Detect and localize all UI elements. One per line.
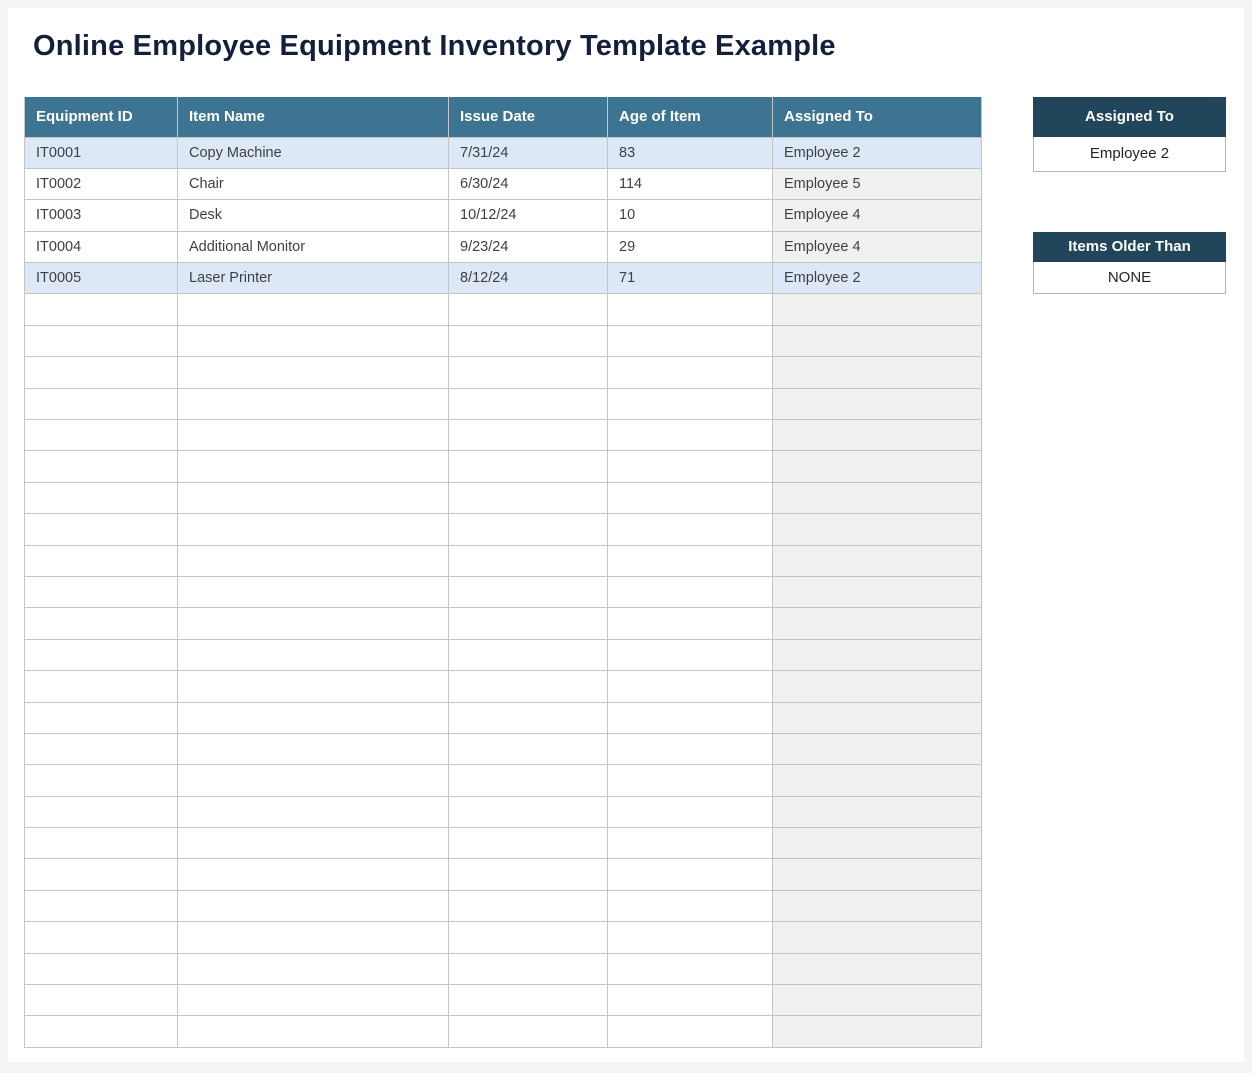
empty-table-row <box>25 859 982 890</box>
empty-cell-age-of-item[interactable] <box>608 671 773 702</box>
empty-cell-age-of-item[interactable] <box>608 985 773 1016</box>
empty-cell-issue-date[interactable] <box>449 796 608 827</box>
cell-age-of-item[interactable]: 71 <box>608 263 773 294</box>
empty-cell-age-of-item[interactable] <box>608 576 773 607</box>
empty-table-row <box>25 702 982 733</box>
empty-cell-equipment-id[interactable] <box>25 576 178 607</box>
cell-age-of-item[interactable]: 83 <box>608 137 773 168</box>
assigned-to-panel <box>1033 97 1226 172</box>
empty-cell-age-of-item[interactable] <box>608 482 773 513</box>
empty-cell-issue-date[interactable] <box>449 294 608 325</box>
cell-issue-date[interactable]: 7/31/24 <box>449 137 608 168</box>
empty-table-row <box>25 420 982 451</box>
cell-issue-date[interactable]: 6/30/24 <box>449 168 608 199</box>
empty-cell-item-name[interactable] <box>178 325 449 356</box>
empty-cell-age-of-item[interactable] <box>608 702 773 733</box>
empty-cell-age-of-item[interactable] <box>608 922 773 953</box>
items-older-than-panel-value[interactable]: NONE <box>1033 262 1226 294</box>
empty-cell-issue-date[interactable] <box>449 576 608 607</box>
empty-cell-item-name[interactable] <box>178 576 449 607</box>
empty-cell-equipment-id[interactable] <box>25 388 178 419</box>
empty-cell-equipment-id[interactable] <box>25 953 178 984</box>
column-header-issue-date: Issue Date <box>449 97 608 137</box>
empty-cell-issue-date[interactable] <box>449 733 608 764</box>
empty-table-row <box>25 545 982 576</box>
empty-cell-age-of-item[interactable] <box>608 733 773 764</box>
empty-cell-age-of-item[interactable] <box>608 765 773 796</box>
empty-cell-item-name[interactable] <box>178 420 449 451</box>
cell-assigned-to[interactable]: Employee 2 <box>773 137 982 168</box>
empty-cell-item-name[interactable] <box>178 451 449 482</box>
empty-cell-item-name[interactable] <box>178 765 449 796</box>
empty-table-row <box>25 796 982 827</box>
cell-item-name[interactable]: Additional Monitor <box>178 231 449 262</box>
empty-cell-assigned-to[interactable] <box>773 514 982 545</box>
empty-cell-equipment-id[interactable] <box>25 985 178 1016</box>
empty-cell-age-of-item[interactable] <box>608 514 773 545</box>
empty-table-row <box>25 608 982 639</box>
empty-cell-age-of-item[interactable] <box>608 1016 773 1047</box>
empty-cell-equipment-id[interactable] <box>25 796 178 827</box>
cell-item-name[interactable]: Desk <box>178 200 449 231</box>
empty-table-row <box>25 922 982 953</box>
empty-cell-age-of-item[interactable] <box>608 545 773 576</box>
empty-cell-assigned-to[interactable] <box>773 859 982 890</box>
empty-cell-item-name[interactable] <box>178 828 449 859</box>
empty-cell-equipment-id[interactable] <box>25 765 178 796</box>
cell-assigned-to[interactable]: Employee 5 <box>773 168 982 199</box>
empty-cell-age-of-item[interactable] <box>608 325 773 356</box>
empty-table-row <box>25 828 982 859</box>
empty-cell-assigned-to[interactable] <box>773 890 982 921</box>
empty-cell-issue-date[interactable] <box>449 702 608 733</box>
cell-issue-date[interactable]: 8/12/24 <box>449 263 608 294</box>
empty-table-row <box>25 514 982 545</box>
empty-cell-equipment-id[interactable] <box>25 294 178 325</box>
cell-item-name[interactable]: Laser Printer <box>178 263 449 294</box>
empty-cell-age-of-item[interactable] <box>608 420 773 451</box>
empty-table-row <box>25 639 982 670</box>
empty-cell-item-name[interactable] <box>178 608 449 639</box>
page-card <box>8 8 1244 1062</box>
table-row <box>25 263 982 294</box>
column-header-assigned-to: Assigned To <box>773 97 982 137</box>
empty-cell-equipment-id[interactable] <box>25 828 178 859</box>
empty-cell-issue-date[interactable] <box>449 859 608 890</box>
empty-cell-age-of-item[interactable] <box>608 828 773 859</box>
empty-cell-issue-date[interactable] <box>449 514 608 545</box>
empty-cell-assigned-to[interactable] <box>773 357 982 388</box>
cell-assigned-to[interactable]: Employee 2 <box>773 263 982 294</box>
empty-cell-issue-date[interactable] <box>449 671 608 702</box>
empty-cell-item-name[interactable] <box>178 890 449 921</box>
column-header-item-name: Item Name <box>178 97 449 137</box>
cell-issue-date[interactable]: 9/23/24 <box>449 231 608 262</box>
cell-item-name[interactable]: Copy Machine <box>178 137 449 168</box>
empty-cell-age-of-item[interactable] <box>608 451 773 482</box>
empty-cell-item-name[interactable] <box>178 733 449 764</box>
empty-cell-equipment-id[interactable] <box>25 357 178 388</box>
column-header-age-of-item: Age of Item <box>608 97 773 137</box>
empty-cell-equipment-id[interactable] <box>25 702 178 733</box>
empty-cell-age-of-item[interactable] <box>608 294 773 325</box>
empty-table-row <box>25 576 982 607</box>
empty-cell-assigned-to[interactable] <box>773 608 982 639</box>
empty-table-row <box>25 357 982 388</box>
empty-cell-issue-date[interactable] <box>449 953 608 984</box>
empty-cell-issue-date[interactable] <box>449 828 608 859</box>
empty-cell-age-of-item[interactable] <box>608 859 773 890</box>
empty-cell-item-name[interactable] <box>178 357 449 388</box>
inventory-table <box>24 97 982 1048</box>
assigned-to-panel-header: Assigned To <box>1033 97 1226 137</box>
column-header-equipment-id: Equipment ID <box>25 97 178 137</box>
empty-cell-issue-date[interactable] <box>449 639 608 670</box>
cell-assigned-to[interactable]: Employee 4 <box>773 231 982 262</box>
empty-cell-assigned-to[interactable] <box>773 733 982 764</box>
empty-cell-issue-date[interactable] <box>449 922 608 953</box>
empty-cell-issue-date[interactable] <box>449 1016 608 1047</box>
empty-cell-assigned-to[interactable] <box>773 828 982 859</box>
table-row <box>25 231 982 262</box>
inventory-table-body <box>25 137 982 1047</box>
empty-cell-item-name[interactable] <box>178 639 449 670</box>
empty-table-row <box>25 325 982 356</box>
empty-table-row <box>25 1016 982 1047</box>
empty-table-row <box>25 765 982 796</box>
empty-cell-item-name[interactable] <box>178 294 449 325</box>
empty-cell-issue-date[interactable] <box>449 420 608 451</box>
inventory-table-header <box>25 97 982 137</box>
empty-cell-assigned-to[interactable] <box>773 545 982 576</box>
assigned-to-panel-value[interactable]: Employee 2 <box>1033 137 1226 172</box>
empty-cell-issue-date[interactable] <box>449 451 608 482</box>
empty-cell-equipment-id[interactable] <box>25 733 178 764</box>
empty-cell-equipment-id[interactable] <box>25 482 178 513</box>
empty-cell-age-of-item[interactable] <box>608 953 773 984</box>
empty-cell-equipment-id[interactable] <box>25 671 178 702</box>
empty-cell-assigned-to[interactable] <box>773 985 982 1016</box>
empty-cell-equipment-id[interactable] <box>25 859 178 890</box>
empty-cell-issue-date[interactable] <box>449 388 608 419</box>
empty-cell-age-of-item[interactable] <box>608 639 773 670</box>
empty-cell-assigned-to[interactable] <box>773 639 982 670</box>
empty-table-row <box>25 294 982 325</box>
empty-cell-issue-date[interactable] <box>449 482 608 513</box>
cell-equipment-id[interactable]: IT0004 <box>25 231 178 262</box>
empty-cell-assigned-to[interactable] <box>773 1016 982 1047</box>
empty-cell-equipment-id[interactable] <box>25 451 178 482</box>
empty-cell-equipment-id[interactable] <box>25 922 178 953</box>
empty-cell-issue-date[interactable] <box>449 545 608 576</box>
empty-cell-item-name[interactable] <box>178 545 449 576</box>
empty-cell-age-of-item[interactable] <box>608 608 773 639</box>
empty-cell-age-of-item[interactable] <box>608 388 773 419</box>
empty-cell-equipment-id[interactable] <box>25 514 178 545</box>
empty-table-row <box>25 733 982 764</box>
empty-cell-item-name[interactable] <box>178 859 449 890</box>
cell-equipment-id[interactable]: IT0001 <box>25 137 178 168</box>
cell-item-name[interactable]: Chair <box>178 168 449 199</box>
empty-table-row <box>25 388 982 419</box>
empty-cell-issue-date[interactable] <box>449 985 608 1016</box>
empty-cell-item-name[interactable] <box>178 953 449 984</box>
empty-cell-item-name[interactable] <box>178 702 449 733</box>
table-row <box>25 168 982 199</box>
empty-cell-assigned-to[interactable] <box>773 671 982 702</box>
empty-cell-issue-date[interactable] <box>449 765 608 796</box>
table-row <box>25 200 982 231</box>
cell-equipment-id[interactable]: IT0003 <box>25 200 178 231</box>
empty-cell-issue-date[interactable] <box>449 325 608 356</box>
empty-cell-assigned-to[interactable] <box>773 420 982 451</box>
empty-cell-equipment-id[interactable] <box>25 420 178 451</box>
page-title: Online Employee Equipment Inventory Template Example <box>33 30 836 62</box>
empty-cell-issue-date[interactable] <box>449 357 608 388</box>
inventory-table-container <box>24 97 982 1048</box>
empty-cell-equipment-id[interactable] <box>25 639 178 670</box>
empty-table-row <box>25 953 982 984</box>
empty-cell-age-of-item[interactable] <box>608 890 773 921</box>
empty-cell-assigned-to[interactable] <box>773 702 982 733</box>
empty-cell-assigned-to[interactable] <box>773 482 982 513</box>
empty-cell-equipment-id[interactable] <box>25 608 178 639</box>
empty-cell-item-name[interactable] <box>178 482 449 513</box>
empty-cell-item-name[interactable] <box>178 796 449 827</box>
empty-cell-item-name[interactable] <box>178 671 449 702</box>
empty-cell-assigned-to[interactable] <box>773 294 982 325</box>
empty-cell-age-of-item[interactable] <box>608 357 773 388</box>
empty-cell-assigned-to[interactable] <box>773 922 982 953</box>
empty-table-row <box>25 451 982 482</box>
cell-assigned-to[interactable]: Employee 4 <box>773 200 982 231</box>
empty-table-row <box>25 671 982 702</box>
empty-cell-equipment-id[interactable] <box>25 545 178 576</box>
empty-cell-issue-date[interactable] <box>449 608 608 639</box>
empty-cell-equipment-id[interactable] <box>25 890 178 921</box>
cell-issue-date[interactable]: 10/12/24 <box>449 200 608 231</box>
empty-cell-item-name[interactable] <box>178 1016 449 1047</box>
empty-cell-item-name[interactable] <box>178 514 449 545</box>
empty-table-row <box>25 890 982 921</box>
empty-cell-equipment-id[interactable] <box>25 1016 178 1047</box>
empty-cell-assigned-to[interactable] <box>773 576 982 607</box>
cell-age-of-item[interactable]: 29 <box>608 231 773 262</box>
empty-cell-age-of-item[interactable] <box>608 796 773 827</box>
cell-age-of-item[interactable]: 114 <box>608 168 773 199</box>
empty-cell-assigned-to[interactable] <box>773 388 982 419</box>
empty-cell-assigned-to[interactable] <box>773 765 982 796</box>
empty-cell-assigned-to[interactable] <box>773 325 982 356</box>
empty-cell-equipment-id[interactable] <box>25 325 178 356</box>
items-older-than-panel <box>1033 232 1226 294</box>
empty-table-row <box>25 985 982 1016</box>
cell-equipment-id[interactable]: IT0002 <box>25 168 178 199</box>
items-older-than-panel-header: Items Older Than <box>1033 232 1226 262</box>
table-row <box>25 137 982 168</box>
empty-cell-issue-date[interactable] <box>449 890 608 921</box>
empty-table-row <box>25 482 982 513</box>
empty-cell-item-name[interactable] <box>178 922 449 953</box>
empty-cell-item-name[interactable] <box>178 985 449 1016</box>
empty-cell-assigned-to[interactable] <box>773 796 982 827</box>
cell-equipment-id[interactable]: IT0005 <box>25 263 178 294</box>
empty-cell-item-name[interactable] <box>178 388 449 419</box>
empty-cell-assigned-to[interactable] <box>773 451 982 482</box>
header-row <box>25 97 982 137</box>
cell-age-of-item[interactable]: 10 <box>608 200 773 231</box>
empty-cell-assigned-to[interactable] <box>773 953 982 984</box>
